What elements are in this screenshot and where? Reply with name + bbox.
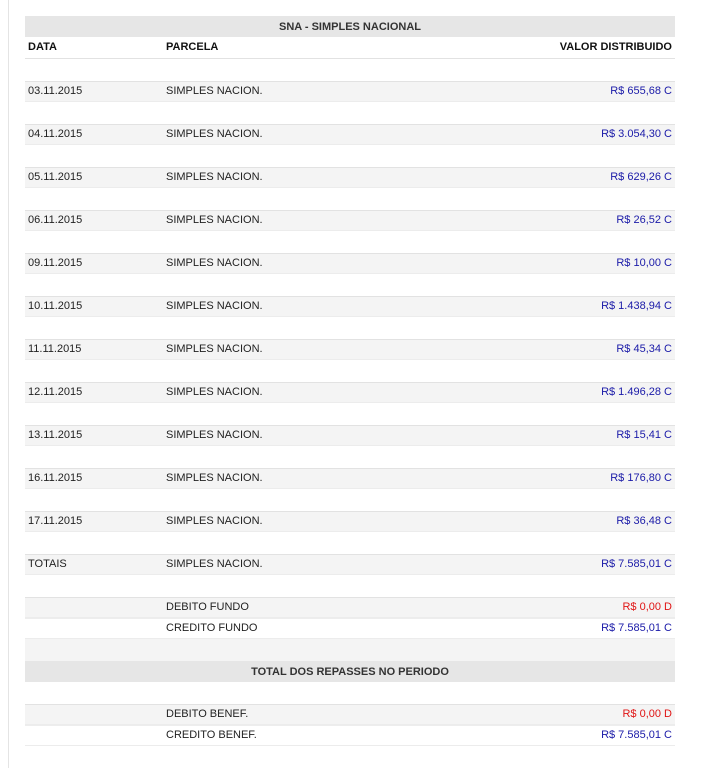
totals-valor: R$ 7.585,01 C xyxy=(601,558,672,570)
row-valor: R$ 26,52 C xyxy=(616,214,672,226)
table-row xyxy=(25,339,675,360)
row-date: 04.11.2015 xyxy=(28,128,83,140)
spacer xyxy=(25,274,675,296)
row-parcela: SIMPLES NACION. xyxy=(166,85,263,97)
totals-parcela: SIMPLES NACION. xyxy=(166,558,263,570)
spacer xyxy=(25,59,675,81)
row-date: 16.11.2015 xyxy=(28,472,83,484)
spacer xyxy=(25,317,675,339)
row-parcela: SIMPLES NACION. xyxy=(166,300,263,312)
row-valor: R$ 176,80 C xyxy=(610,472,672,484)
row-valor: R$ 36,48 C xyxy=(616,515,672,527)
table-row xyxy=(25,167,675,188)
spacer xyxy=(25,575,675,597)
row-valor: R$ 45,34 C xyxy=(616,343,672,355)
debito-benef-label: DEBITO BENEF. xyxy=(166,708,249,720)
debito-fundo-row xyxy=(25,597,675,618)
credito-fundo-row xyxy=(25,618,675,639)
data-rows xyxy=(25,59,675,554)
row-date: 03.11.2015 xyxy=(28,85,83,97)
row-date: 11.11.2015 xyxy=(28,343,82,355)
report-sheet xyxy=(25,16,675,746)
row-parcela: SIMPLES NACION. xyxy=(166,128,263,140)
row-parcela: SIMPLES NACION. xyxy=(166,343,263,355)
row-date: 10.11.2015 xyxy=(28,300,83,312)
table-row xyxy=(25,468,675,489)
totals-row xyxy=(25,554,675,575)
spacer xyxy=(25,532,675,554)
row-date: 09.11.2015 xyxy=(28,257,83,269)
row-valor: R$ 15,41 C xyxy=(616,429,672,441)
table-row xyxy=(25,253,675,274)
credito-benef-label: CREDITO BENEF. xyxy=(166,729,257,741)
debito-benef-row xyxy=(25,704,675,725)
row-valor: R$ 1.438,94 C xyxy=(601,300,672,312)
credito-benef-row xyxy=(25,725,675,746)
table-row xyxy=(25,210,675,231)
row-parcela: SIMPLES NACION. xyxy=(166,429,263,441)
spacer xyxy=(25,446,675,468)
report-title: SNA - SIMPLES NACIONAL xyxy=(25,16,675,37)
row-parcela: SIMPLES NACION. xyxy=(166,171,263,183)
left-border-line xyxy=(8,0,9,768)
spacer xyxy=(25,231,675,253)
row-valor: R$ 1.496,28 C xyxy=(601,386,672,398)
table-row xyxy=(25,81,675,102)
table-row xyxy=(25,382,675,403)
debito-fundo-label: DEBITO FUNDO xyxy=(166,601,249,613)
credito-benef-valor: R$ 7.585,01 C xyxy=(601,729,672,741)
row-date: 06.11.2015 xyxy=(28,214,83,226)
debito-fundo-valor: R$ 0,00 D xyxy=(622,601,672,613)
column-header-valor: VALOR DISTRIBUIDO xyxy=(559,41,672,53)
spacer xyxy=(25,639,675,661)
row-parcela: SIMPLES NACION. xyxy=(166,214,263,226)
credito-fundo-label: CREDITO FUNDO xyxy=(166,622,258,634)
spacer xyxy=(25,360,675,382)
column-header-row xyxy=(25,37,675,59)
credito-fundo-valor: R$ 7.585,01 C xyxy=(601,622,672,634)
row-valor: R$ 10,00 C xyxy=(616,257,672,269)
totals-label: TOTAIS xyxy=(28,558,67,570)
table-row xyxy=(25,511,675,532)
table-row xyxy=(25,425,675,446)
period-total-title: TOTAL DOS REPASSES NO PERIODO xyxy=(25,661,675,682)
row-date: 17.11.2015 xyxy=(28,515,83,527)
spacer xyxy=(25,145,675,167)
row-valor: R$ 3.054,30 C xyxy=(601,128,672,140)
row-date: 05.11.2015 xyxy=(28,171,83,183)
debito-benef-valor: R$ 0,00 D xyxy=(622,708,672,720)
spacer xyxy=(25,489,675,511)
row-valor: R$ 629,26 C xyxy=(610,171,672,183)
row-parcela: SIMPLES NACION. xyxy=(166,386,263,398)
row-parcela: SIMPLES NACION. xyxy=(166,515,263,527)
table-row xyxy=(25,296,675,317)
row-parcela: SIMPLES NACION. xyxy=(166,257,263,269)
row-date: 12.11.2015 xyxy=(28,386,83,398)
row-date: 13.11.2015 xyxy=(28,429,83,441)
spacer xyxy=(25,682,675,704)
row-parcela: SIMPLES NACION. xyxy=(166,472,263,484)
spacer xyxy=(25,403,675,425)
spacer xyxy=(25,188,675,210)
row-valor: R$ 655,68 C xyxy=(610,85,672,97)
table-row xyxy=(25,124,675,145)
column-header-parcela: PARCELA xyxy=(166,41,219,53)
spacer xyxy=(25,102,675,124)
column-header-date: DATA xyxy=(28,41,57,53)
